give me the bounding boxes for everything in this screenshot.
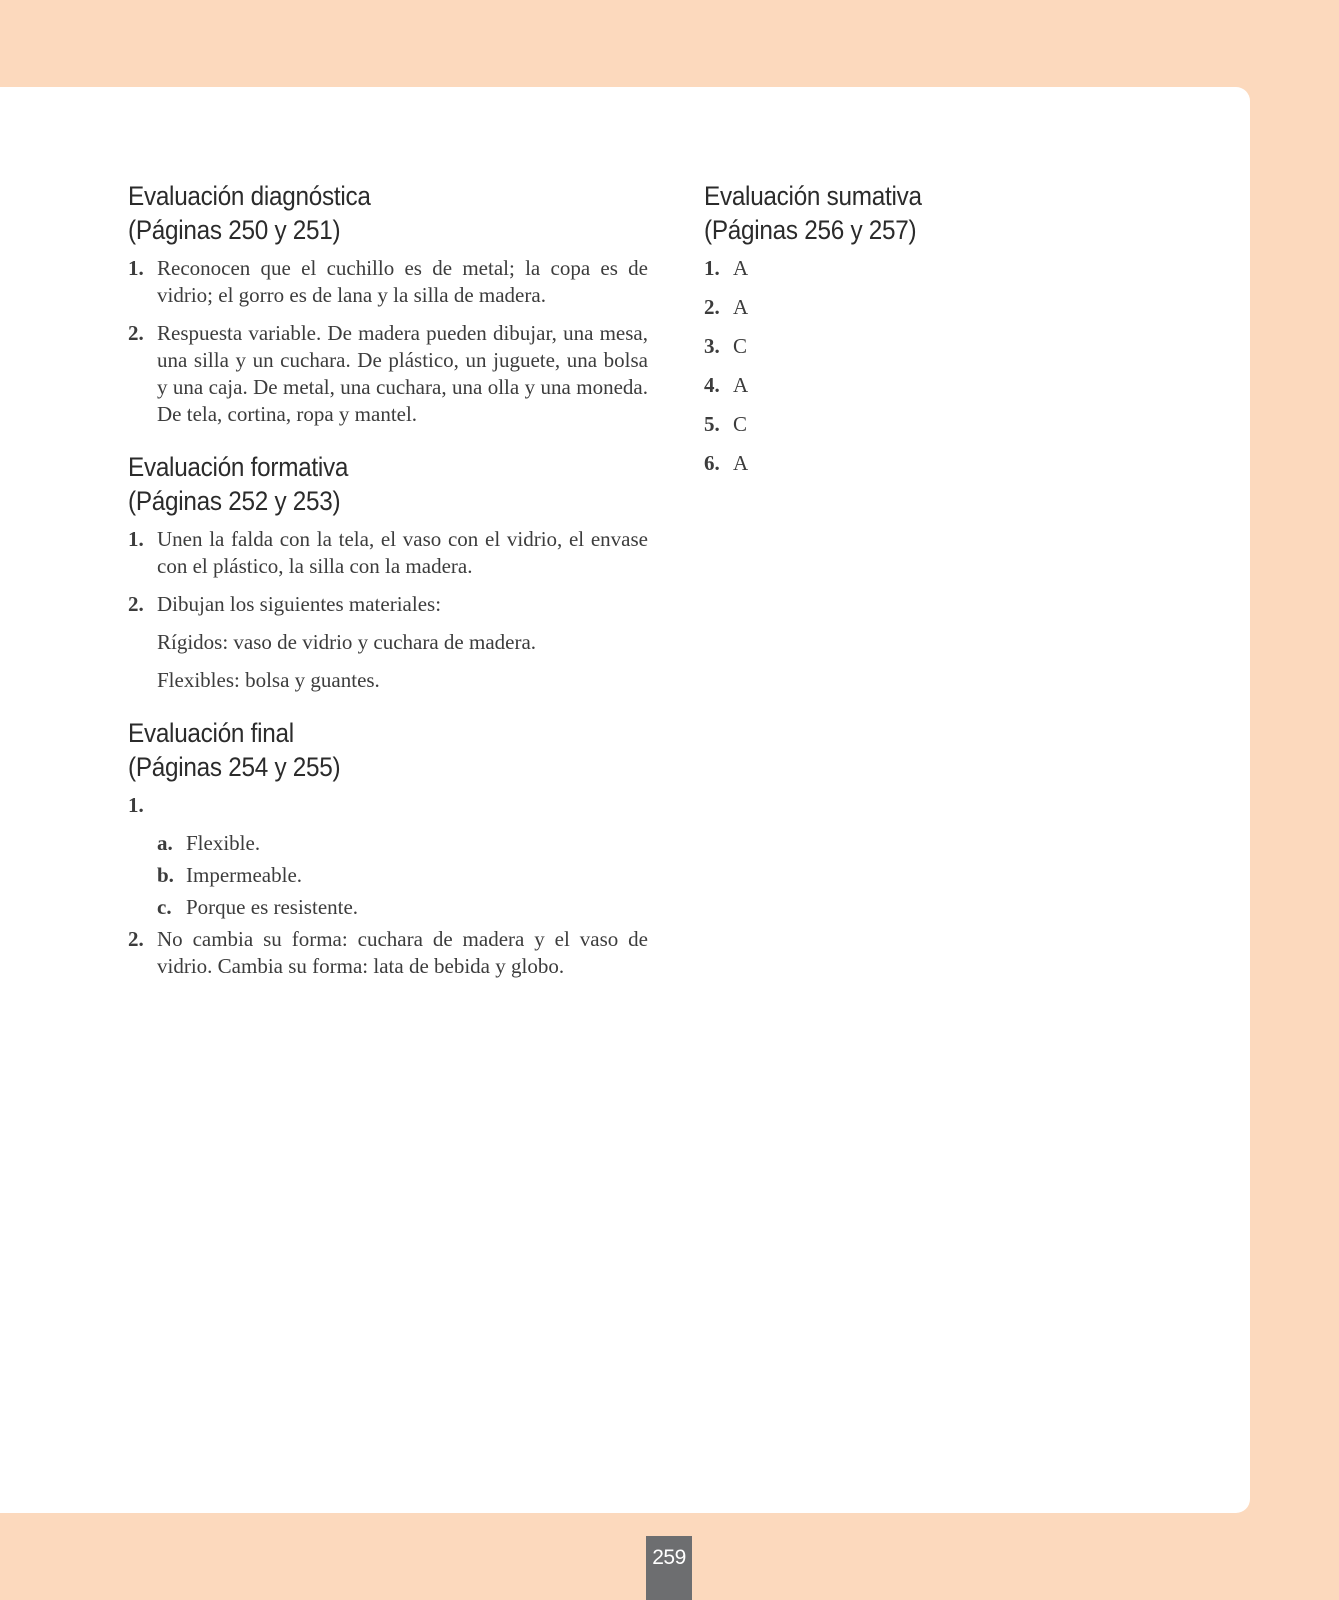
item-number: 4. [704,373,720,397]
section-title-line2: (Páginas 254 y 255) [128,752,341,782]
item-number: 2. [128,321,144,345]
answer-item [128,526,648,580]
answer-page [0,87,1250,1513]
answer-paragraph: Rígidos: vaso de vidrio y cuchara de madera. [157,630,537,654]
section-title-line1: Evaluación diagnóstica [128,181,371,211]
item-text: Unen la falda con la tela, el vaso con el vidrio, el envase con el plástico, la silla con la madera. [157,527,648,578]
section-title [704,179,1082,247]
section-title-line1: Evaluación sumativa [704,181,922,211]
section-formativa [128,450,648,694]
item-number: 1. [128,793,144,817]
item-number: 2. [704,295,720,319]
item-number: 1. [128,527,144,551]
item-text: No cambia su forma: cuchara de madera y el vaso de vidrio. Cambia su forma: lata de bebida y globo. [157,927,648,978]
subitem-text: Flexible. [186,831,261,855]
section-title [128,716,596,784]
item-text: C [733,412,748,436]
answer-item [704,411,1124,438]
item-number: 3. [704,334,720,358]
subitem-letter: c. [157,895,172,919]
answer-item [704,450,1124,477]
section-title [128,179,596,247]
item-text: A [733,295,749,319]
answer-item [128,320,648,428]
item-number: 1. [128,256,144,280]
answer-subitem [128,830,648,857]
answer-item [128,792,648,819]
answer-subitem [128,894,648,921]
item-number: 1. [704,256,720,280]
answer-paragraph: Flexibles: bolsa y guantes. [157,668,380,692]
answer-item [128,255,648,309]
section-title-line2: (Páginas 250 y 251) [128,215,341,245]
answer-item [128,591,648,618]
subitem-text: Impermeable. [186,863,303,887]
item-text: A [733,451,749,475]
item-text: A [733,256,749,280]
section-title-line1: Evaluación formativa [128,452,349,482]
answer-subitem [128,862,648,889]
subitem-letter: a. [157,831,173,855]
subitem-text: Porque es resistente. [186,895,359,919]
section-title-line1: Evaluación final [128,718,294,748]
item-text: A [733,373,749,397]
item-text: Dibujan los siguientes materiales: [157,592,442,616]
item-number: 2. [128,927,144,951]
left-column [128,179,648,1002]
item-number: 2. [128,592,144,616]
page-number: 259 [646,1536,692,1600]
answer-item [704,255,1124,282]
section-title-line2: (Páginas 256 y 257) [704,215,917,245]
section-sumativa [704,179,1124,477]
answer-item [128,926,648,980]
item-text: C [733,334,748,358]
answer-item [704,294,1124,321]
section-diagnostica [128,179,648,428]
section-title [128,450,596,518]
item-text: Reconocen que el cuchillo es de metal; la copa es de vidrio; el gorro es de lana y la silla de madera. [157,256,648,307]
answer-item [704,333,1124,360]
section-title-line2: (Páginas 252 y 253) [128,486,341,516]
item-text: Respuesta variable. De madera pueden dibujar, una mesa, una silla y un cuchara. De plástico, un juguete, una bolsa y una caja. De metal, una cuchara, una olla y una moneda. De tela, cortina, ropa y mantel. [157,321,648,426]
subitem-letter: b. [157,863,174,887]
right-column [704,179,1124,499]
item-number: 6. [704,451,720,475]
answer-item [704,372,1124,399]
item-number: 5. [704,412,720,436]
section-final [128,716,648,980]
